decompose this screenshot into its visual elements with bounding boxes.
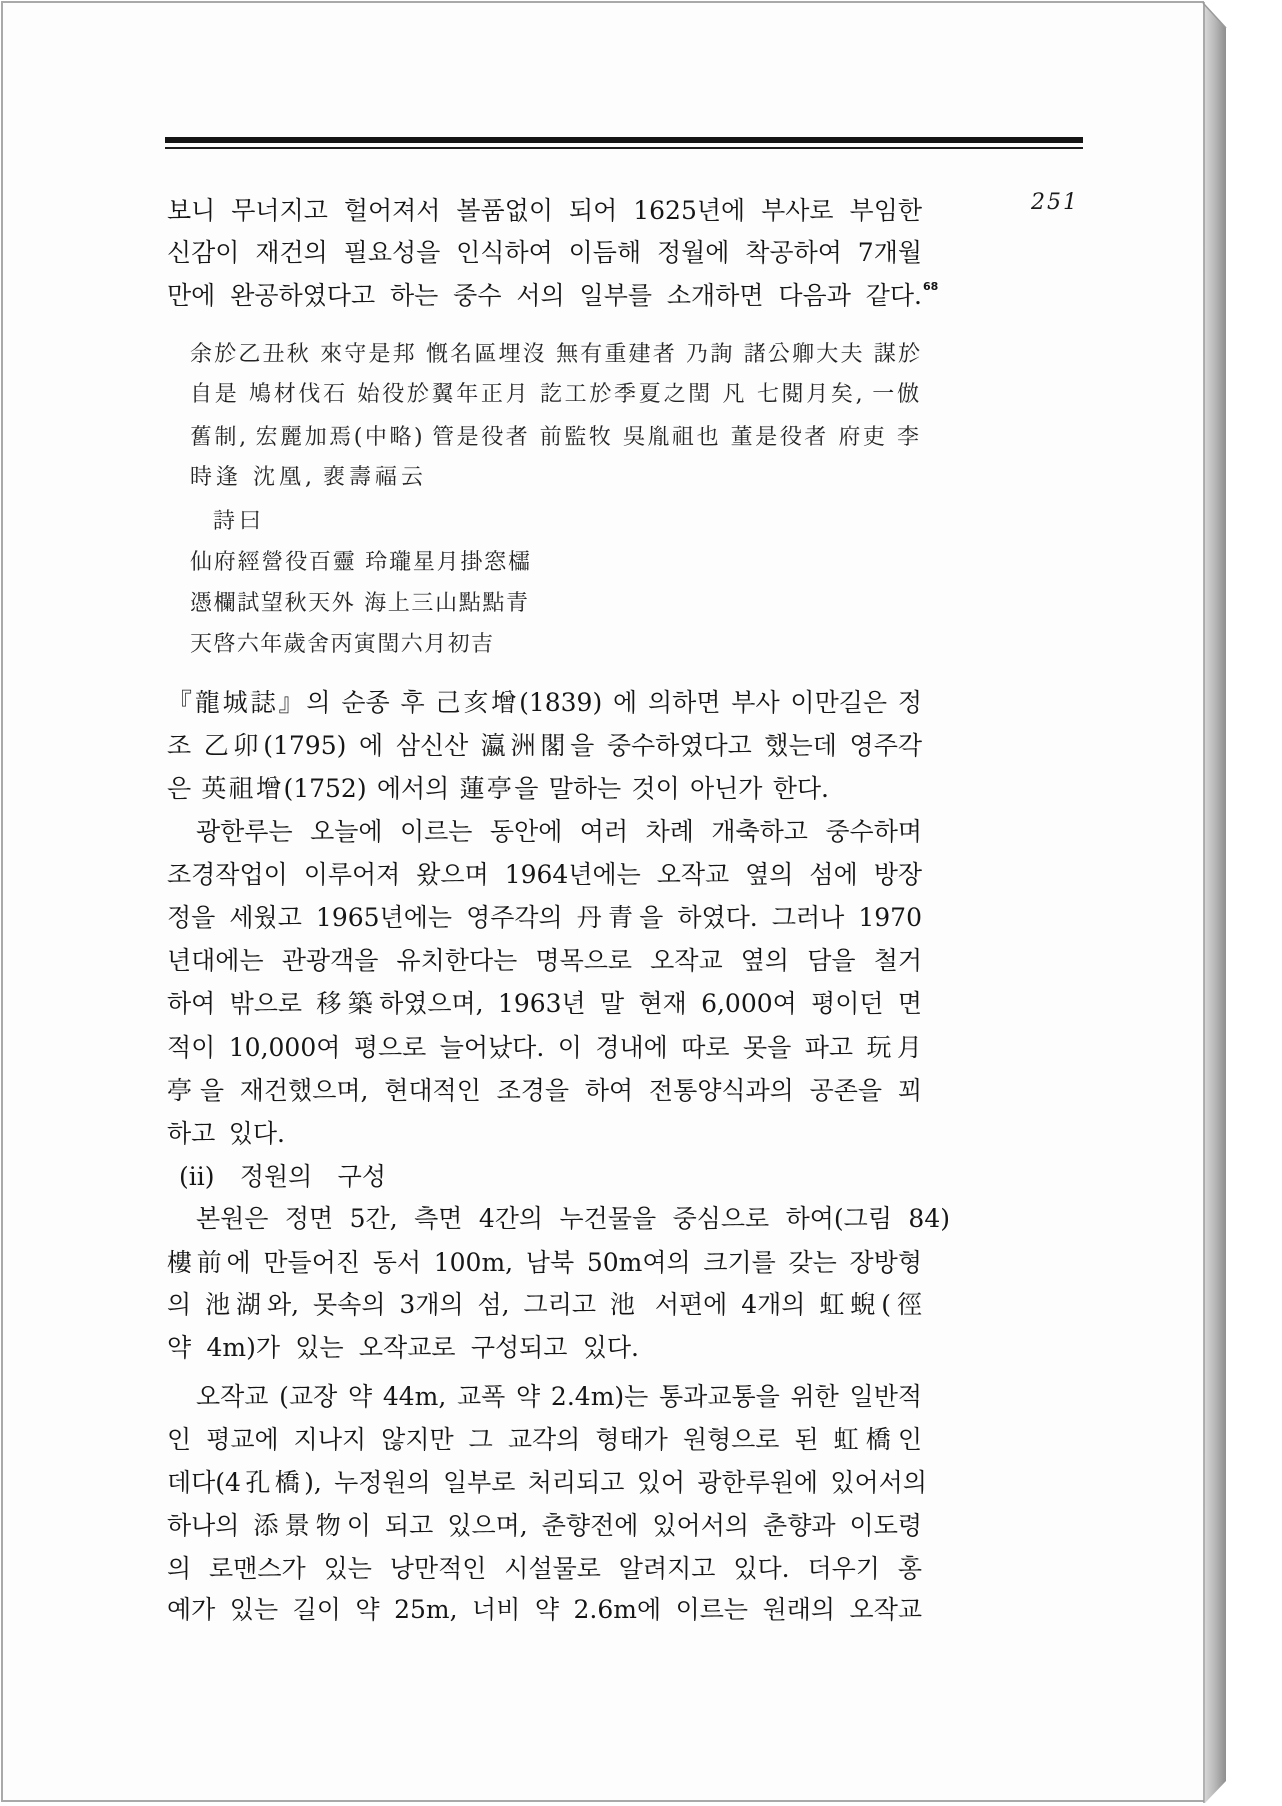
body-line: 『龍城誌』의 순종 후 己亥增(1839) 에 의하면 부사 이만길은 정 (167, 688, 922, 717)
body-line: 정을 세웠고 1965년에는 영주각의 丹青을 하였다. 그러나 1970 (167, 903, 922, 932)
body-line: 조 乙卯(1795) 에 삼신산 瀛洲閣을 중수하였다고 했는데 영주각 (167, 731, 922, 760)
body-line: 조경작업이 이루어져 왔으며 1964년에는 오작교 옆의 섬에 방장 (167, 860, 922, 889)
quote-line: 舊制, 宏麗加焉(中略) 管是役者 前監牧 吳胤祖也 董是役者 府吏 李 (190, 425, 919, 450)
body-line: 의 로맨스가 있는 낭만적인 시설물로 알려지고 있다. 더우기 홍 (167, 1554, 922, 1583)
body-line: 亭을 재건했으며, 현대적인 조경을 하여 전통양식과의 공존을 꾀 (167, 1076, 922, 1105)
header-rule-thin (165, 147, 1083, 149)
body-line: 하고 있다. (167, 1119, 285, 1148)
quote-line: 自是 鳩材伐石 始役於翼年正月 訖工於季夏之閏 凡 七閱月矣, 一倣 (190, 382, 919, 407)
poem-line: 仙府經營役百靈 玲瓏星月掛窓櫺 (190, 550, 530, 575)
footnote-ref: 68 (923, 280, 939, 293)
body-line: 광한루는 오늘에 이르는 동안에 여러 차례 개축하고 중수하며 (196, 817, 922, 846)
body-line: 하나의 添景物이 되고 있으며, 춘향전에 있어서의 춘향과 이도령 (167, 1511, 922, 1540)
date-line: 天啓六年歲舍丙寅閏六月初吉 (190, 632, 493, 657)
body-line: 하여 밖으로 移築하였으며, 1963년 말 현재 6,000여 평이던 면 (167, 989, 922, 1018)
page-number: 251 (1031, 190, 1079, 215)
poem-line: 憑欄試望秋天外 海上三山點點青 (190, 591, 528, 616)
poem-heading: 詩曰 (213, 509, 261, 534)
header-rule-thick (165, 137, 1083, 143)
body-line: 약 4m)가 있는 오작교로 구성되고 있다. (167, 1333, 639, 1362)
intro-line: 신감이 재건의 필요성을 인식하여 이듬해 정월에 착공하여 7개월 (167, 238, 922, 267)
body-line: 인 평교에 지나지 않지만 그 교각의 형태가 원형으로 된 虹橋인 (167, 1425, 922, 1454)
body-line: 은 英祖增(1752) 에서의 蓮亭을 말하는 것이 아닌가 한다. (167, 774, 829, 803)
intro-line: 만에 완공하였다고 하는 중수 서의 일부를 소개하면 다음과 같다. (167, 281, 922, 310)
body-line: 樓前에 만들어진 동서 100m, 남북 50m여의 크기를 갖는 장방형 (167, 1248, 922, 1277)
body-line: 예가 있는 길이 약 25m, 너비 약 2.6m에 이르는 원래의 오작교 (167, 1595, 922, 1624)
section-heading: (ii) 정원의 구성 (179, 1162, 386, 1191)
body-line: 의 池湖와, 못속의 3개의 섬, 그리고 池 서편에 4개의 虹蜺(徑 (167, 1290, 922, 1319)
quote-line: 余於乙丑秋 來守是邦 慨名區埋沒 無有重建者 乃詢 諸公卿大夫 謀於 (190, 342, 920, 367)
intro-line: 보니 무너지고 헐어져서 볼품없이 되어 1625년에 부사로 부임한 (167, 196, 922, 225)
body-line: 데다(4孔橋), 누정원의 일부로 처리되고 있어 광한루원에 있어서의 (167, 1468, 927, 1497)
body-line: 년대에는 관광객을 유치한다는 명목으로 오작교 옆의 담을 철거 (167, 946, 922, 975)
quote-line: 時逢 沈凰, 裵壽福云 (190, 465, 423, 490)
body-line: 적이 10,000여 평으로 늘어났다. 이 경내에 따로 못을 파고 玩月 (167, 1033, 922, 1062)
body-line: 오작교 (교장 약 44m, 교폭 약 2.4m)는 통과교통을 위한 일반적 (196, 1382, 922, 1411)
body-line: 본원은 정면 5간, 측면 4간의 누건물을 중심으로 하여(그림 84) (196, 1204, 950, 1233)
